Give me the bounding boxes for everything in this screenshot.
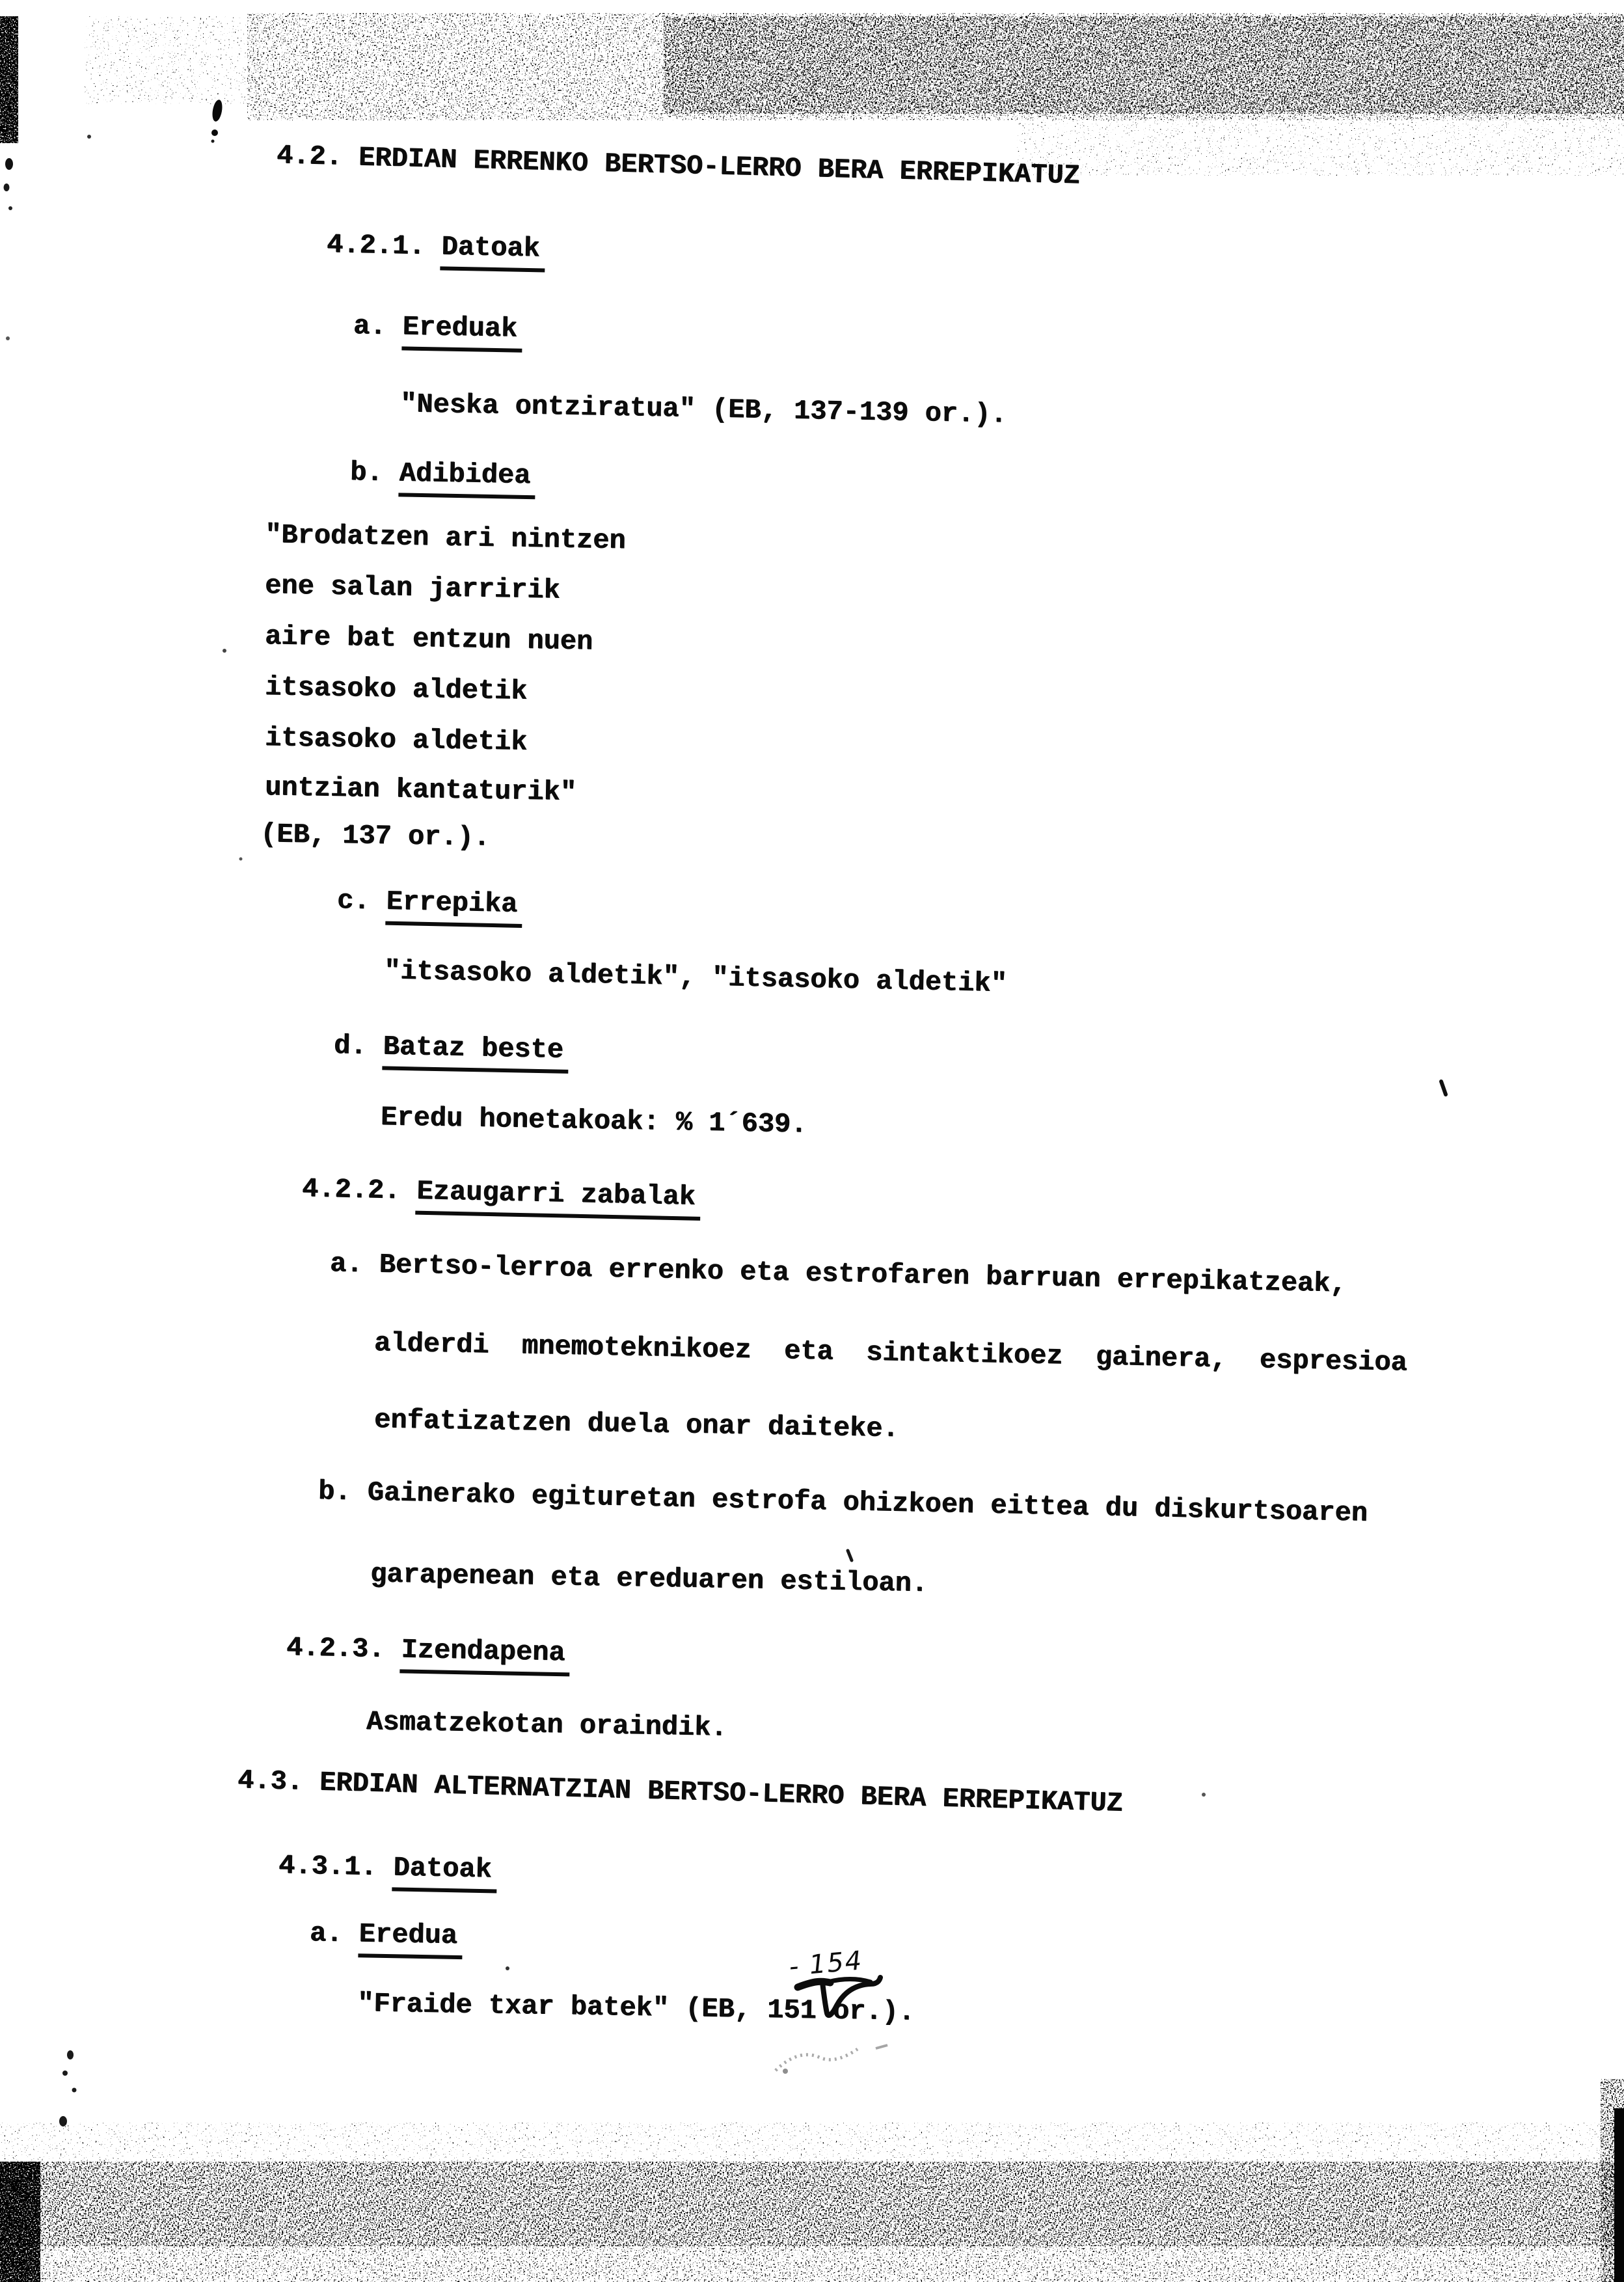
handwritten-page-range-note: - 154: [787, 1946, 864, 1982]
item-letter: c.: [336, 885, 387, 917]
subsection-title-underlined: Izendapena: [400, 1634, 571, 1676]
item-c-errepika: [336, 885, 522, 920]
scan-noise-bottom-band: [0, 2123, 1624, 2282]
ink-smudge-top-left-corner: [0, 16, 18, 340]
subsection-title-underlined: Datoak: [440, 231, 545, 272]
subsection-title-underlined: Datoak: [392, 1852, 497, 1893]
paragraph-b-line-2: garapenean eta ereduaren estiloan.: [370, 1558, 928, 1599]
quote-neska-ontziratua: "Neska ontziratua" (EB, 137-139 or.).: [399, 388, 1007, 431]
item-letter: b.: [349, 457, 400, 489]
item-title-underlined: Eredua: [358, 1918, 463, 1959]
poem-line-1: "Brodatzen ari nintzen: [264, 519, 626, 557]
item-title-underlined: Bataz beste: [382, 1031, 569, 1073]
item-title-underlined: Ereduak: [401, 311, 523, 352]
item-title-underlined: Errepika: [385, 886, 523, 928]
item-letter: d.: [333, 1030, 384, 1063]
item-title-underlined: Adibidea: [398, 457, 536, 499]
poem-line-3: aire bat entzun nuen: [264, 621, 593, 658]
item-b-adibidea: [350, 457, 536, 492]
text-asmatzekotan: Asmatzekotan oraindik.: [366, 1706, 727, 1744]
subsection-number: 4.2.1.: [326, 229, 442, 263]
ink-blob-left-margin: [211, 99, 224, 143]
section-heading-4-3: 4.3. ERDIAN ALTERNATZIAN BERTSO-LERRO BERA ERREPIKATUZ: [237, 1765, 1124, 1819]
subsection-number: 4.2.3.: [286, 1632, 401, 1666]
paragraph-a-line-1: a. Bertso-lerroa errenko eta estrofaren barruan errepikatzeak,: [329, 1248, 1347, 1300]
item-a-eredua: [310, 1918, 463, 1951]
item-letter: a.: [309, 1918, 360, 1950]
section-heading-4-2: 4.2. ERDIAN ERRENKO BERTSO-LERRO BERA ERREPIKATUZ: [276, 140, 1081, 192]
pencil-scribble: [776, 2045, 887, 2074]
poem-citation: (EB, 137 or.).: [260, 819, 491, 854]
poem-line-5: itsasoko aldetik: [264, 722, 528, 758]
subsection-title-underlined: Ezaugarri zabalak: [416, 1176, 701, 1221]
scan-bar-right-edge: [1601, 2079, 1624, 2282]
subsection-4-2-3: [286, 1632, 571, 1669]
subsection-4-2-2: [301, 1173, 701, 1213]
subsection-number: 4.2.2.: [301, 1173, 417, 1207]
item-a-ereduak: [353, 310, 523, 345]
paragraph-a-line-3: enfatizatzen duela onar daiteke.: [373, 1404, 899, 1445]
subsection-number: 4.3.1.: [278, 1850, 394, 1884]
poem-line-2: ene salan jarririk: [264, 570, 561, 606]
paragraph-a-line-2: alderdi mnemoteknikoez eta sintaktikoez gainera, espresioa: [373, 1327, 1408, 1379]
quote-fraide-txar-batek: "Fraide txar batek" (EB, 151 or.).: [357, 1988, 915, 2028]
poem-line-6: untzian kantaturik": [264, 772, 577, 808]
item-letter: a.: [353, 310, 403, 343]
poem-line-4: itsasoko aldetik: [264, 672, 528, 707]
quote-errepika-lines: "itsasoko aldetik", "itsasoko aldetik": [383, 955, 1008, 1000]
text-eredu-honetakoak: Eredu honetakoak: % 1´639.: [380, 1102, 807, 1141]
item-d-bataz-beste: [334, 1030, 569, 1066]
paragraph-b-line-1: b. Gainerako egituretan estrofa ohizkoen eittea du diskurtsoaren: [318, 1476, 1368, 1529]
subsection-4-3-1: [278, 1850, 498, 1886]
subsection-4-2-1: [327, 229, 546, 265]
